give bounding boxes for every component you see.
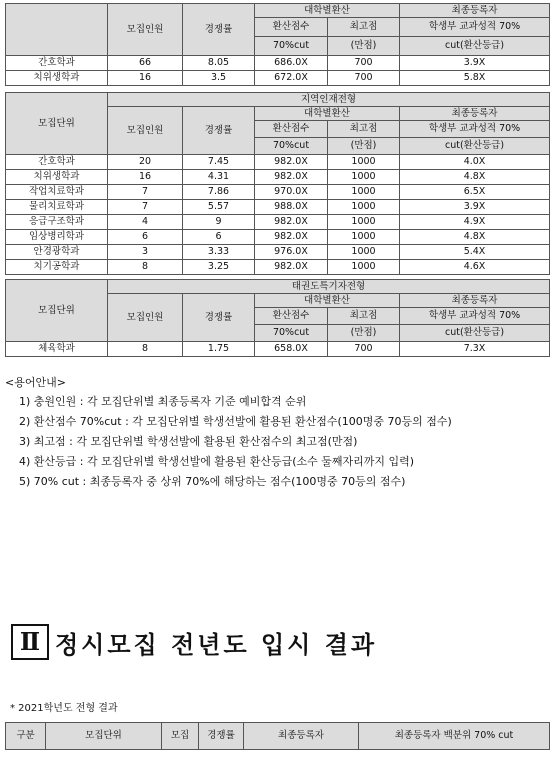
competition-cell: 7.45 — [183, 155, 255, 170]
glossary-item: 4) 환산등급 : 각 모집단위별 학생선발에 활용된 환산등급(소수 둘째자리까지 입력) — [19, 455, 415, 468]
header-unit: 모집단위 — [6, 280, 108, 342]
table-row — [6, 342, 550, 357]
dept-cell: 응급구조학과 — [6, 215, 108, 230]
header-conv-score: 환산점수 — [255, 121, 328, 138]
table-row — [6, 245, 550, 260]
glossary — [5, 374, 550, 494]
max-cell: 1000 — [328, 230, 400, 245]
results-table-taekwondo — [5, 279, 550, 357]
grade-cell: 4.6X — [400, 260, 550, 275]
header-track: 지역인재전형 — [108, 93, 550, 107]
competition-cell: 1.75 — [183, 342, 255, 357]
header-division: 구분 — [6, 723, 46, 750]
dept-cell: 작업치료학과 — [6, 185, 108, 200]
competition-cell: 3.25 — [183, 260, 255, 275]
header-final-sub2: cut(환산등급) — [400, 37, 550, 56]
header-univ-convert: 대학별환산 — [255, 4, 400, 18]
quota-cell: 7 — [108, 185, 183, 200]
header-final: 최종등록자 — [400, 107, 550, 121]
table-row — [6, 170, 550, 185]
header-final-sub1: 학생부 교과성적 70% — [400, 121, 550, 138]
header-unit: 모집단위 — [6, 93, 108, 155]
header-final-sub1: 학생부 교과성적 70% — [400, 308, 550, 325]
table-row — [6, 200, 550, 215]
header-quota: 모집 — [162, 723, 199, 750]
results-table-regional — [5, 92, 550, 275]
glossary-title: <용어안내> — [5, 376, 66, 389]
table-row — [6, 230, 550, 245]
max-cell: 700 — [328, 56, 400, 71]
grade-cell: 7.3X — [400, 342, 550, 357]
max-cell: 1000 — [328, 185, 400, 200]
glossary-item: 2) 환산점수 70%cut : 각 모집단위별 학생선발에 활용된 환산점수(100명중 70등의 점수) — [19, 415, 452, 428]
year-note: * 2021학년도 전형 결과 — [10, 703, 118, 714]
dept-cell: 치기공학과 — [6, 260, 108, 275]
dept-cell: 치위생학과 — [6, 170, 108, 185]
table-row — [6, 185, 550, 200]
quota-cell: 16 — [108, 71, 183, 86]
max-cell: 1000 — [328, 245, 400, 260]
competition-cell: 5.57 — [183, 200, 255, 215]
quota-cell: 7 — [108, 200, 183, 215]
score-cell: 658.0X — [255, 342, 328, 357]
competition-cell: 9 — [183, 215, 255, 230]
dept-cell: 치위생학과 — [6, 71, 108, 86]
header-final: 최종등록자 — [400, 4, 550, 18]
score-cell: 686.0X — [255, 56, 328, 71]
results-table-regular — [5, 722, 550, 750]
competition-cell: 6 — [183, 230, 255, 245]
competition-cell: 7.86 — [183, 185, 255, 200]
header-quota: 모집인원 — [108, 294, 183, 342]
table-row — [6, 215, 550, 230]
quota-cell: 66 — [108, 56, 183, 71]
quota-cell: 4 — [108, 215, 183, 230]
header-max-sub: (만점) — [328, 325, 400, 342]
grade-cell: 4.9X — [400, 215, 550, 230]
header-univ-convert: 대학별환산 — [255, 294, 400, 308]
competition-cell: 3.5 — [183, 71, 255, 86]
dept-cell: 간호학과 — [6, 155, 108, 170]
grade-cell: 5.8X — [400, 71, 550, 86]
section-title: 정시모집 전년도 입시 결과 — [55, 630, 378, 659]
header-competition: 경쟁률 — [183, 107, 255, 155]
quota-cell: 20 — [108, 155, 183, 170]
grade-cell: 4.8X — [400, 170, 550, 185]
glossary-item: 1) 충원인원 : 각 모집단위별 최종등록자 기준 예비합격 순위 — [19, 395, 307, 408]
header-conv-70cut: 70%cut — [255, 325, 328, 342]
header-final: 최종등록자 — [244, 723, 359, 750]
grade-cell: 6.5X — [400, 185, 550, 200]
header-conv-70cut: 70%cut — [255, 138, 328, 155]
max-cell: 700 — [328, 71, 400, 86]
header-max-sub: (만점) — [328, 138, 400, 155]
header-max: 최고점 — [328, 18, 400, 37]
grade-cell: 3.9X — [400, 200, 550, 215]
score-cell: 970.0X — [255, 185, 328, 200]
header-conv-70cut: 70%cut — [255, 37, 328, 56]
header-quota: 모집인원 — [108, 4, 183, 56]
competition-cell: 3.33 — [183, 245, 255, 260]
quota-cell: 16 — [108, 170, 183, 185]
score-cell: 976.0X — [255, 245, 328, 260]
grade-cell: 4.8X — [400, 230, 550, 245]
glossary-item: 5) 70% cut : 최종등록자 중 상위 70%에 해당하는 점수(100명중 70등의 점수) — [19, 475, 406, 488]
blank-header-cell — [6, 4, 108, 56]
header-final-sub1: 학생부 교과성적 70% — [400, 18, 550, 37]
table-row — [6, 260, 550, 275]
max-cell: 1000 — [328, 170, 400, 185]
max-cell: 1000 — [328, 215, 400, 230]
header-conv-score: 환산점수 — [255, 18, 328, 37]
dept-cell: 체육학과 — [6, 342, 108, 357]
grade-cell: 5.4X — [400, 245, 550, 260]
section-heading — [11, 624, 377, 660]
quota-cell: 6 — [108, 230, 183, 245]
dept-cell: 임상병리학과 — [6, 230, 108, 245]
results-table-general — [5, 3, 550, 86]
glossary-item: 3) 최고점 : 각 모집단위별 학생선발에 활용된 환산점수의 최고점(만점) — [19, 435, 358, 448]
header-competition: 경쟁률 — [183, 294, 255, 342]
score-cell: 982.0X — [255, 230, 328, 245]
header-conv-score: 환산점수 — [255, 308, 328, 325]
dept-cell: 간호학과 — [6, 56, 108, 71]
header-quota: 모집인원 — [108, 107, 183, 155]
grade-cell: 4.0X — [400, 155, 550, 170]
header-competition: 경쟁률 — [183, 4, 255, 56]
table-row — [6, 71, 550, 86]
quota-cell: 3 — [108, 245, 183, 260]
header-unit: 모집단위 — [46, 723, 162, 750]
header-univ-convert: 대학별환산 — [255, 107, 400, 121]
table-row — [6, 56, 550, 71]
score-cell: 672.0X — [255, 71, 328, 86]
score-cell: 988.0X — [255, 200, 328, 215]
quota-cell: 8 — [108, 260, 183, 275]
header-final-sub2: cut(환산등급) — [400, 138, 550, 155]
dept-cell: 안경광학과 — [6, 245, 108, 260]
header-track: 태권도특기자전형 — [108, 280, 550, 294]
competition-cell: 4.31 — [183, 170, 255, 185]
header-final-sub2: cut(환산등급) — [400, 325, 550, 342]
max-cell: 1000 — [328, 260, 400, 275]
dept-cell: 물리치료학과 — [6, 200, 108, 215]
competition-cell: 8.05 — [183, 56, 255, 71]
score-cell: 982.0X — [255, 260, 328, 275]
header-final: 최종등록자 — [400, 294, 550, 308]
header-max: 최고점 — [328, 121, 400, 138]
score-cell: 982.0X — [255, 155, 328, 170]
header-final-percentile: 최종등록자 백분위 70% cut — [359, 723, 550, 750]
table-row — [6, 155, 550, 170]
max-cell: 700 — [328, 342, 400, 357]
max-cell: 1000 — [328, 200, 400, 215]
header-competition: 경쟁률 — [199, 723, 244, 750]
header-max: 최고점 — [328, 308, 400, 325]
score-cell: 982.0X — [255, 170, 328, 185]
max-cell: 1000 — [328, 155, 400, 170]
header-max-sub: (만점) — [328, 37, 400, 56]
section-number: Ⅱ — [11, 624, 49, 660]
quota-cell: 8 — [108, 342, 183, 357]
grade-cell: 3.9X — [400, 56, 550, 71]
score-cell: 982.0X — [255, 215, 328, 230]
